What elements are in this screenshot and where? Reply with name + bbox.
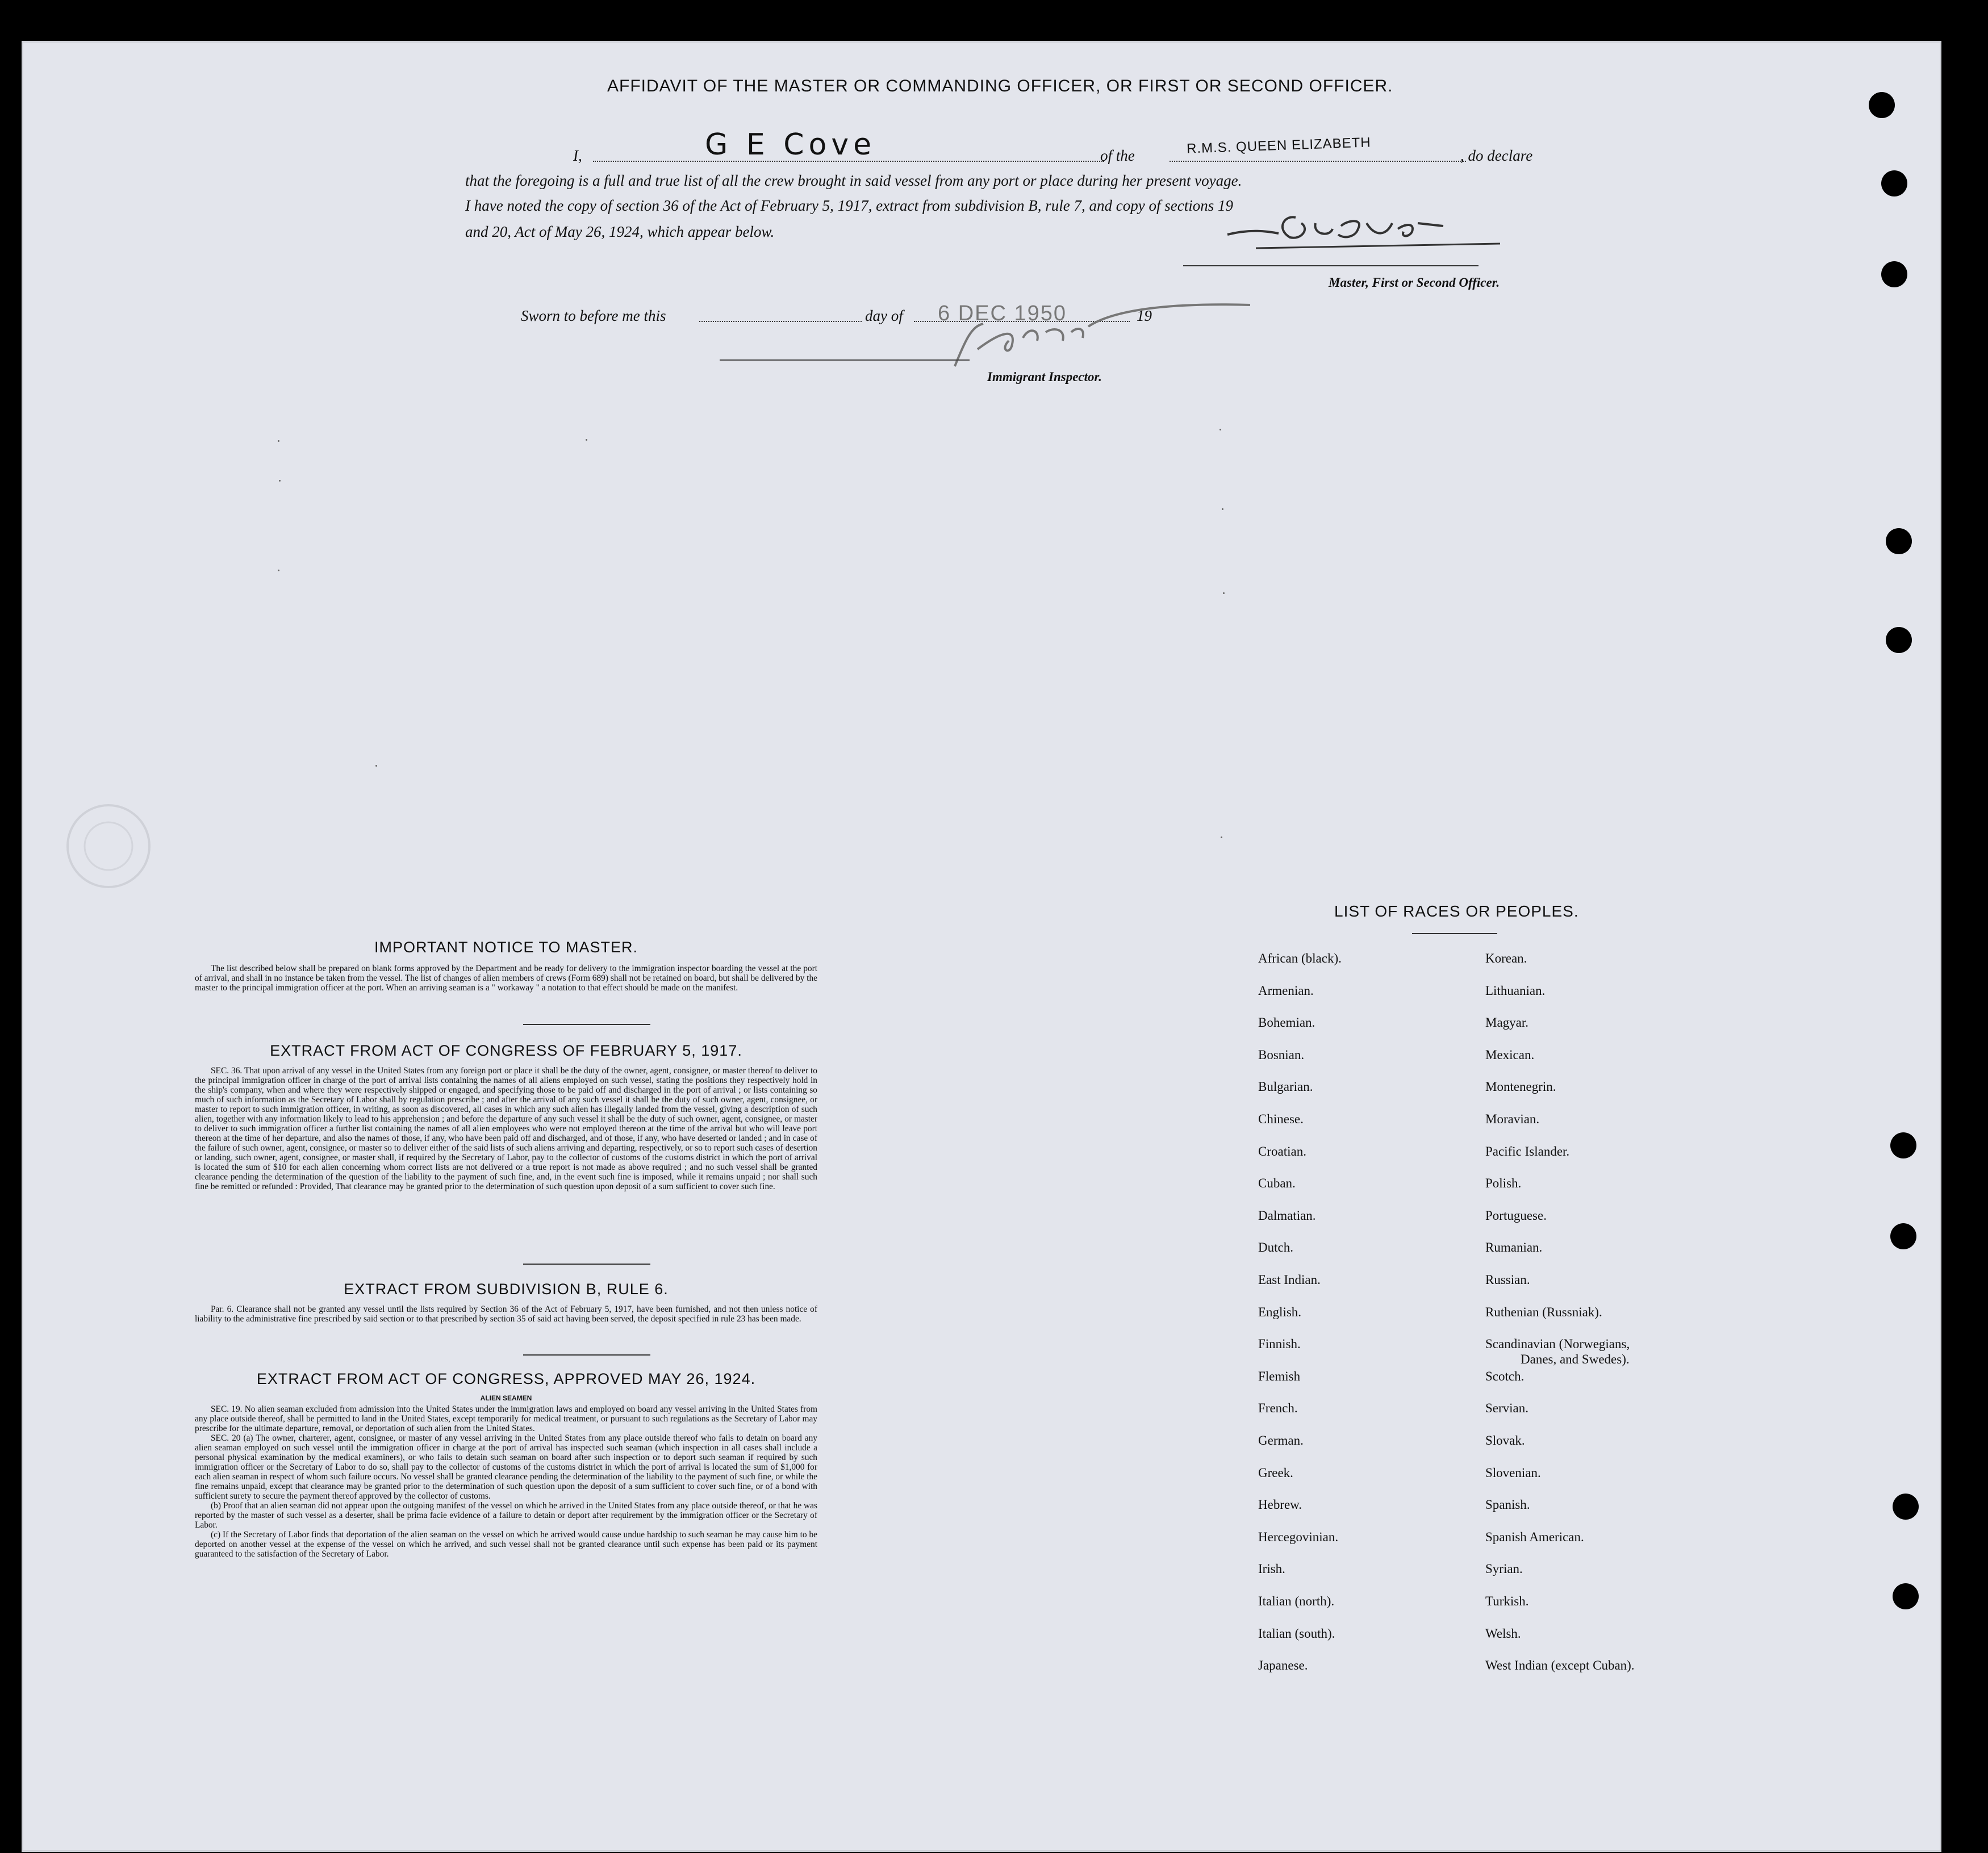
binder-hole: [1886, 627, 1912, 653]
affidavit-title: AFFIDAVIT OF THE MASTER OR COMMANDING OFFICER, OR FIRST OR SECOND OFFICER.: [607, 77, 1393, 95]
race-item: Turkish.: [1485, 1594, 1529, 1608]
binder-hole: [1890, 1132, 1916, 1158]
race-item: Irish.: [1258, 1562, 1285, 1576]
race-item: East Indian.: [1258, 1273, 1321, 1287]
race-item: Korean.: [1485, 951, 1527, 965]
speck: [1219, 429, 1221, 430]
race-item: Moravian.: [1485, 1112, 1540, 1126]
race-item: Hebrew.: [1258, 1498, 1302, 1512]
race-item: Slovenian.: [1485, 1465, 1541, 1480]
subdivision-b-block: [195, 1304, 817, 1324]
subdivision-b-title: EXTRACT FROM SUBDIVISION B, RULE 6.: [344, 1281, 669, 1298]
race-item: West Indian (except Cuban).: [1485, 1658, 1635, 1673]
officer-signature-line: [1183, 265, 1479, 266]
affidavit-i-label: I,: [573, 147, 582, 164]
extract-1917-title: EXTRACT FROM ACT OF CONGRESS OF FEBRUARY 5, 1917.: [270, 1042, 742, 1059]
race-item: Greek.: [1258, 1465, 1293, 1480]
extract-1917-body: SEC. 36. That upon arrival of any vessel in the United States from any foreign port or place it shall be the duty of the owner, agent, consignee, or master thereof to deliver to the principal immigration officer in charge of the port of arrival lists containing the names of all aliens employed on such vessel, stating the positions they respectively hold in the ship's company, when and where they were respectively shipped or engaged, and specifying those to be paid off and discharged in the port of arrival ; or lists containing so much of such information as the Secretary of Labor shall by regulation prescribe ; and after the arrival of any such vessel it shall be the duty of such owner, agent, consignee, or master to report to such immigration officer, in writing, as soon as discovered, all cases in which any such alien has illegally landed from the vessel, giving a description of such alien, together with any information likely to lead to his apprehension ; and before the departure of any such vessel it shall be the duty of such owner, agent, consignee, or master to deliver to such immigration officer a further list containing the names of all alien employees who were not employed thereon at the time of the arrival but who will leave port thereon at the time of her departure, and also the names of those, if any, who have been paid off and discharged, and of those, if any, who have deserted or landed ; and in case of the failure of such owner, agent, consignee, or master so to deliver either of the said lists of such aliens arriving and departing, respectively, or so to report such cases of desertion or landing, such owner, agent, consignee, or master shall, if required by the Secretary of Labor, pay to the collector of customs of the customs district in which the port of arrival is located the sum of $10 for each alien concerning whom correct lists are not delivered or a true report is not made as above required ; and no such vessel shall be granted clearance pending the determination of the question of the liability to the payment of such fine, and, in the event such fine is imposed, while it remains unpaid ; nor shall such fine be remitted or refunded : Provided, That clearance may be granted prior to the determination of such question upon deposit of a sum sufficient to cover such fine.: [195, 1066, 817, 1191]
sworn-year-prefix: 19: [1137, 307, 1152, 324]
race-item: Slovak.: [1485, 1433, 1525, 1448]
notice-title: IMPORTANT NOTICE TO MASTER.: [374, 939, 638, 956]
race-item: Japanese.: [1258, 1658, 1308, 1673]
race-scandinavian-continued: Danes, and Swedes).: [1521, 1352, 1630, 1366]
race-item: Syrian.: [1485, 1562, 1523, 1576]
speck: [278, 440, 279, 442]
race-item: Cuban.: [1258, 1176, 1296, 1191]
faint-round-stamp: [63, 798, 154, 894]
race-item: Ruthenian (Russniak).: [1485, 1304, 1602, 1319]
speck: [1221, 836, 1222, 838]
speck: [279, 480, 281, 482]
extract-1924-sec19: SEC. 19. No alien seaman excluded from admission into the United States under the immigration laws and employed on board any vessel arriving in the United States from any place outside thereof, shall be permitted to land in the United States, except temporarily for medical treatment, or pursuant to such regulations as the Secretary of Labor may prescribe for the ultimate departure, removal, or deportation of such alien from the United States.: [195, 1404, 817, 1433]
race-item: Flemish: [1258, 1369, 1301, 1383]
binder-hole: [1869, 92, 1895, 118]
speck: [1222, 508, 1223, 510]
speck: [586, 439, 587, 441]
speck: [1223, 592, 1225, 594]
race-item: Italian (south).: [1258, 1626, 1335, 1641]
manifest-page: [22, 41, 1941, 1852]
notice-divider: [523, 1024, 650, 1025]
binder-hole: [1881, 261, 1907, 287]
race-item: English.: [1258, 1304, 1302, 1319]
sworn-day-of: day of: [865, 307, 903, 324]
race-item: Dalmatian.: [1258, 1208, 1316, 1223]
extract-1924-block: [195, 1404, 817, 1559]
race-item: Polish.: [1485, 1176, 1522, 1191]
races-title: LIST OF RACES OR PEOPLES.: [1334, 902, 1579, 920]
extract-1924-sec20b: (b) Proof that an alien seaman did not appear upon the outgoing manifest of the vessel on which he arrived in the United States from any place outside thereof, or that he was reported by the master of such vessel as a deserter, shall be prima facie evidence of a failure to detain or deport after requirement by the immigration officer or the Secretary of Labor.: [195, 1501, 817, 1530]
subdivision-b-body: Par. 6. Clearance shall not be granted any vessel until the lists required by Section 36 of the Act of February 5, 1917, have been furnished, and not then unless notice of liability to the administrative fine prescribed by said section or to that prescribed by section 35 of said act having been served, the deposit specified in rule 23 has been made.: [195, 1304, 817, 1324]
affidavit-do-declare: , do declare: [1460, 147, 1533, 164]
race-item: Finnish.: [1258, 1337, 1301, 1352]
sworn-day-line: [699, 321, 862, 322]
extract-1924-sec20a: SEC. 20 (a) The owner, charterer, agent, consignee, or master of any vessel arriving in the United States from any place outside thereof who fails to detain on board any alien seaman employed on such vessel until the immigration officer in charge at the port of arrival has inspected such seaman (which inspection in all cases shall include a personal physical examination by the medical examiners), or who fails to detain such seaman on board after such inspection or to deport such seaman if required by such immigration officer or the Secretary of Labor to do so, shall pay to the collector of customs of the customs district in which the port of arrival is located the sum of $1,000 for each alien seaman in respect of whom such failure occurs. No vessel shall be granted clearance pending the determination of the liability to the payment of such fine, or while the fine remains unpaid, except that clearance may be granted prior to the determination of such question upon the deposit of a sum sufficient to cover such fine, or of a bond with sufficient surety to secure the payment thereof approved by the collector of customs.: [195, 1433, 817, 1501]
races-title-divider: [1412, 933, 1497, 934]
race-item: German.: [1258, 1433, 1304, 1448]
race-item: African (black).: [1258, 951, 1342, 965]
notice-body-block: [195, 964, 817, 993]
race-item: Scandinavian (Norwegians,: [1485, 1337, 1630, 1352]
race-item: Pacific Islander.: [1485, 1144, 1570, 1158]
race-item: Croatian.: [1258, 1144, 1306, 1158]
race-item: Mexican.: [1485, 1047, 1535, 1062]
extract-1924-sec20c: (c) If the Secretary of Labor finds that deportation of the alien seaman on the vessel on which he arrived would cause undue hardship to such seaman he may cause him to be deported on another vessel at the expense of the vessel on which he arrived, and such vessel shall not be granted clearance until such expense has been paid or its payment guaranteed to the satisfaction of the Secretary of Labor.: [195, 1530, 817, 1559]
affidavit-line-4: and 20, Act of May 26, 1924, which appear below.: [465, 223, 775, 240]
sworn-label: Sworn to before me this: [521, 307, 666, 324]
race-item: Spanish.: [1485, 1498, 1530, 1512]
officer-signature: [1216, 206, 1511, 257]
race-item: Montenegrin.: [1485, 1080, 1556, 1094]
race-item: Bulgarian.: [1258, 1080, 1313, 1094]
date-stamp: 6 DEC 1950: [938, 302, 1067, 325]
extract-1924-subtitle: ALIEN SEAMEN: [480, 1394, 532, 1402]
race-item: Chinese.: [1258, 1112, 1304, 1126]
race-item: Portuguese.: [1485, 1208, 1547, 1223]
race-item: Armenian.: [1258, 983, 1314, 998]
extract-1924-title: EXTRACT FROM ACT OF CONGRESS, APPROVED MAY 26, 1924.: [256, 1370, 756, 1387]
binder-hole: [1893, 1494, 1919, 1520]
race-item: Russian.: [1485, 1273, 1530, 1287]
race-item: Rumanian.: [1485, 1240, 1543, 1255]
race-item: Bosnian.: [1258, 1047, 1305, 1062]
inspector-signature-line: [720, 359, 970, 361]
race-item: Italian (north).: [1258, 1594, 1335, 1608]
notice-body: The list described below shall be prepared on blank forms approved by the Department and be ready for delivery to the immigration inspector boarding the vessel at the port of arrival, and shall in no instance be taken from the vessel. The list of changes of alien members of crews (Form 689) shall not be retained on board, but shall be delivered by the master to the principal immigration officer at the port. When an arriving seaman is a " workaway " a notation to that effect should be made on the manifest.: [195, 964, 817, 993]
vessel-name-stamp: R.M.S. QUEEN ELIZABETH: [1186, 135, 1372, 157]
race-item: French.: [1258, 1401, 1298, 1416]
race-item: Bohemian.: [1258, 1015, 1315, 1030]
extract-1917-block: [195, 1066, 817, 1191]
race-item: Hercegovinian.: [1258, 1529, 1339, 1544]
affidavit-line-3: I have noted the copy of section 36 of the Act of February 5, 1917, extract from subdivision B, rule 7, and copy of sections 19: [465, 197, 1233, 214]
affidavit-of-the: of the: [1100, 147, 1135, 164]
officer-label: Master, First or Second Officer.: [1329, 275, 1500, 290]
binder-hole: [1893, 1583, 1919, 1609]
speck: [375, 765, 377, 767]
master-name-handwritten: G E Cove: [705, 128, 876, 162]
race-item: Welsh.: [1485, 1626, 1521, 1641]
race-item: Scotch.: [1485, 1369, 1525, 1383]
race-item: Lithuanian.: [1485, 983, 1546, 998]
race-item: Magyar.: [1485, 1015, 1529, 1030]
binder-hole: [1886, 528, 1912, 554]
subdivision-b-divider: [523, 1354, 650, 1356]
binder-hole: [1881, 170, 1907, 196]
affidavit-line-2: that the foregoing is a full and true list of all the crew brought in said vessel from any port or place during her present voyage.: [465, 172, 1242, 189]
binder-hole: [1890, 1223, 1916, 1249]
race-item: Dutch.: [1258, 1240, 1293, 1255]
race-item: Spanish American.: [1485, 1529, 1584, 1544]
vessel-line: [1170, 161, 1466, 162]
race-item: Servian.: [1485, 1401, 1529, 1416]
bleed-through-heading: [444, 128, 451, 147]
speck: [278, 570, 279, 571]
inspector-label: Immigrant Inspector.: [987, 370, 1102, 384]
extract-1917-divider: [523, 1264, 650, 1265]
